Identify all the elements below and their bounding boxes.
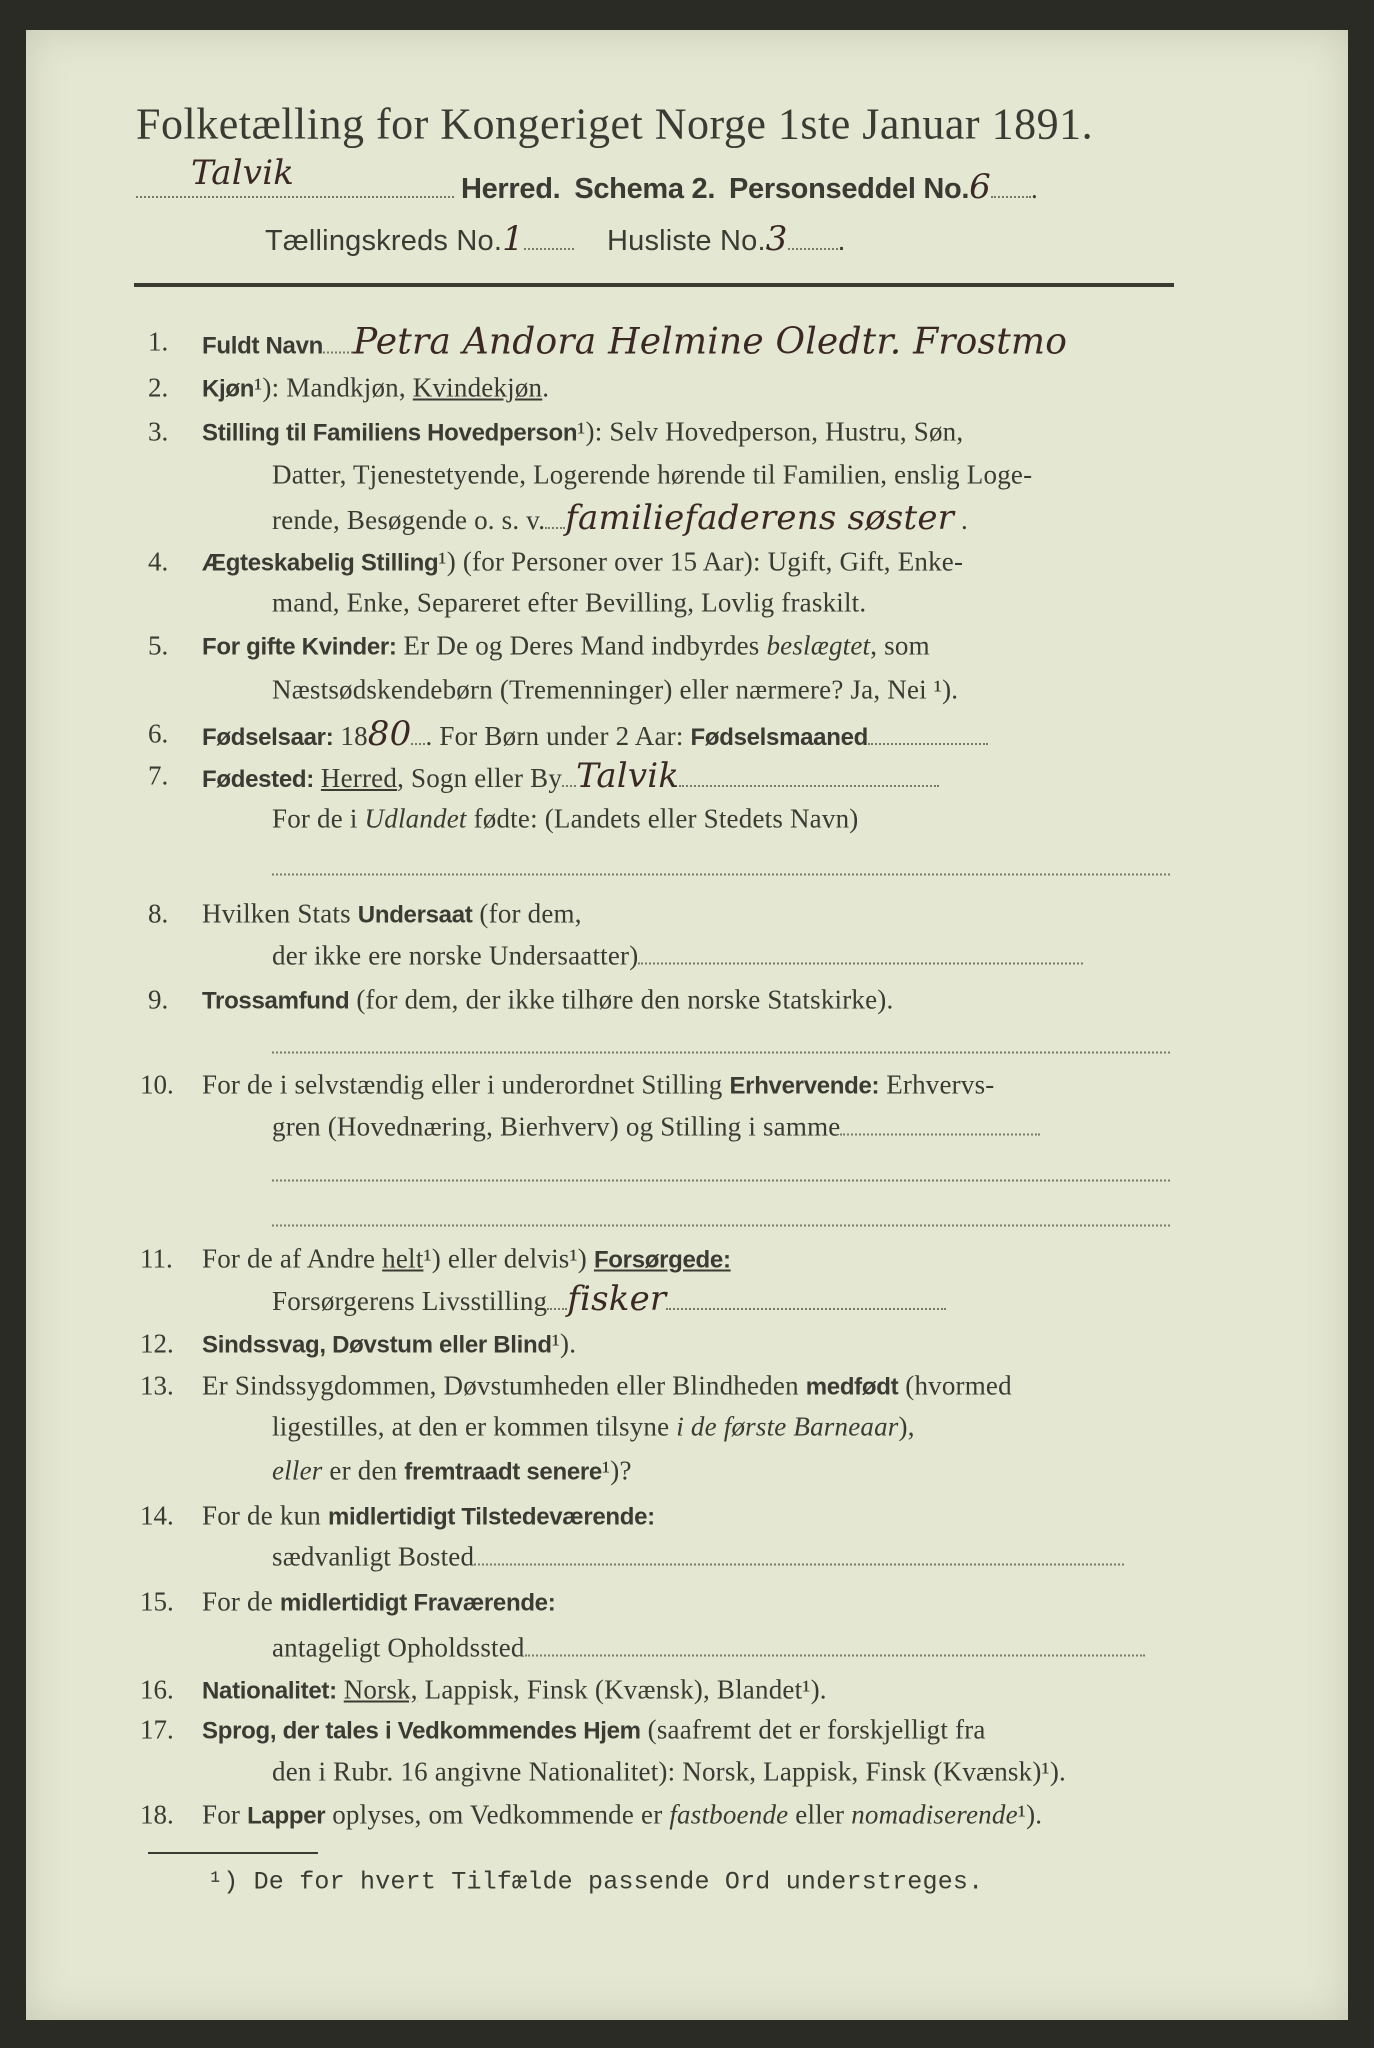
item-label: Nationalitet: bbox=[202, 1677, 337, 1705]
herred-line: Talvik Herred. Schema 2. Personseddel No.6 . bbox=[136, 167, 1038, 207]
item-label: Sprog, der tales i Vedkommendes Hjem bbox=[202, 1717, 641, 1745]
item-number: 3. bbox=[148, 416, 169, 447]
kreds-label: Tællingskreds No. bbox=[265, 225, 503, 257]
item-label: fremtraadt senere bbox=[404, 1458, 602, 1486]
item-birth-year: Fødselsaar: 1880 . For Børn under 2 Aar: Fødselsmaaned bbox=[202, 714, 988, 754]
herred-label: Herred. bbox=[460, 173, 561, 205]
answer-family-position: familiefaderens søster bbox=[565, 498, 955, 538]
item-label: Kjøn bbox=[202, 375, 255, 403]
item-number: 8. bbox=[148, 898, 169, 929]
text: Er De og Deres Mand indbyrdes bbox=[396, 630, 767, 661]
item-label: midlertidigt Tilstedeværende: bbox=[327, 1503, 655, 1531]
text: ¹) (for Personer over 15 Aar): Ugift, Gift, Enke- bbox=[438, 546, 964, 577]
item-label: Forsørgede: bbox=[593, 1246, 731, 1274]
item-label: Sindssvag, Døvstum eller Blind bbox=[202, 1331, 552, 1359]
item-label: Undersaat bbox=[357, 901, 473, 929]
item-label: Fødested: bbox=[202, 766, 314, 793]
item-number: 15. bbox=[140, 1586, 174, 1617]
schema-label: Schema 2. bbox=[574, 173, 716, 205]
item-number: 4. bbox=[148, 546, 169, 577]
kreds-line: Tællingskreds No.1 Husliste No.3 . bbox=[265, 219, 846, 259]
blank-line bbox=[272, 1030, 1170, 1061]
item-label: midlertidigt Fraværende: bbox=[279, 1589, 556, 1617]
item-citizenship: Hvilken Stats Undersaat (for dem, bbox=[202, 898, 582, 929]
item-marital-status bbox=[202, 547, 963, 578]
herred-value: Talvik bbox=[191, 153, 295, 193]
text: gren (Hovednæring, Bierhverv) og Stilling i samme bbox=[272, 1112, 1040, 1143]
item-label: Ægteskabelig Stilling bbox=[202, 549, 439, 577]
item-nationality: Nationalitet: Norsk, Lappisk, Finsk (Kvænsk), Blandet¹). bbox=[202, 1674, 827, 1705]
item-married-women bbox=[202, 631, 930, 662]
item-number: 1. bbox=[148, 326, 169, 357]
item-congenital: Er Sindssygdommen, Døvstumheden eller Blindheden medfødt (hvormed bbox=[202, 1370, 1012, 1401]
selected-option: helt bbox=[382, 1243, 424, 1274]
kreds-value: 1 bbox=[502, 219, 524, 259]
answer-birthplace: Talvik bbox=[576, 756, 680, 796]
footnote-rule bbox=[148, 1852, 318, 1854]
text: For de i Udlandet fødte: (Landets eller Stedets Navn) bbox=[272, 803, 859, 834]
selected-option: Herred bbox=[320, 763, 398, 793]
blank-line bbox=[272, 852, 1170, 883]
text: mand, Enke, Separeret efter Bevilling, Lovlig fraskilt. bbox=[272, 587, 867, 618]
item-number: 16. bbox=[140, 1674, 174, 1705]
blank-line bbox=[272, 1203, 1170, 1234]
item-religion: Trossamfund (for dem, der ikke tilhøre den norske Statskirke). bbox=[202, 984, 894, 1015]
text: , som bbox=[870, 630, 930, 661]
item-temporary-absent: For de midlertidigt Fraværende: bbox=[202, 1586, 556, 1617]
text: , Sogn eller By bbox=[397, 763, 563, 793]
item-language: Sprog, der tales i Vedkommendes Hjem (saafremt det er forskjelligt fra bbox=[202, 1714, 986, 1745]
item-number: 10. bbox=[140, 1069, 174, 1100]
text: eller er den fremtraadt senere¹)? bbox=[272, 1455, 632, 1486]
item-full-name bbox=[202, 322, 1067, 363]
text: beslægtet bbox=[766, 630, 871, 661]
item-label: For gifte Kvinder: bbox=[202, 633, 397, 661]
text: Forsørgerens Livsstilling fisker bbox=[272, 1279, 946, 1319]
text: sædvanligt Bosted bbox=[272, 1542, 1124, 1573]
item-temporary-present: For de kun midlertidigt Tilstedeværende: bbox=[202, 1500, 655, 1531]
item-number: 7. bbox=[148, 760, 169, 791]
text: ligestilles, at den er kommen tilsyne i de første Barneaar), bbox=[272, 1411, 915, 1442]
selected-option: Kvindekjøn bbox=[412, 372, 543, 403]
item-supported: For de af Andre helt¹) eller delvis¹) Forsørgede: bbox=[202, 1243, 731, 1274]
item-label: Fødselsaar: bbox=[202, 724, 334, 751]
text: ¹): Selv Hovedperson, Hustru, Søn, bbox=[577, 416, 964, 447]
text: den i Rubr. 16 angivne Nationalitet): Norsk, Lappisk, Finsk (Kvænsk)¹). bbox=[272, 1756, 1066, 1787]
item-number: 13. bbox=[140, 1370, 174, 1401]
header-rule bbox=[134, 283, 1174, 287]
footnote: ¹) De for hvert Tilfælde passende Ord understreges. bbox=[208, 1867, 984, 1897]
text: . bbox=[542, 372, 550, 403]
item-number: 9. bbox=[148, 984, 169, 1015]
item-label: Stilling til Familiens Hovedperson bbox=[202, 419, 578, 447]
text: Næstsødskendebørn (Tremenninger) eller nærmere? Ja, Nei ¹). bbox=[272, 674, 959, 705]
text: der ikke ere norske Undersaatter) bbox=[272, 941, 1083, 972]
item-number: 11. bbox=[140, 1243, 173, 1274]
item-lapps: For Lapper oplyses, om Vedkommende er fastboende eller nomadiserende¹). bbox=[202, 1799, 1043, 1830]
item-occupation: For de i selvstændig eller i underordnet Stilling Erhvervende: Erhvervs- bbox=[202, 1069, 995, 1100]
personseddel-value: 6 bbox=[969, 167, 992, 207]
text: rende, Besøgende o. s. v. bbox=[272, 505, 546, 535]
form-title: Folketælling for Kongeriget Norge 1ste Januar 1891. bbox=[136, 99, 1094, 149]
item-number: 14. bbox=[140, 1500, 174, 1531]
item-number: 17. bbox=[140, 1714, 174, 1745]
blank-line bbox=[272, 1158, 1170, 1189]
item-number: 6. bbox=[148, 718, 169, 749]
text: Datter, Tjenestetyende, Logerende hørende til Familien, enslig Loge- bbox=[272, 459, 1033, 490]
husliste-value: 3 bbox=[765, 219, 788, 259]
item-family-position bbox=[202, 417, 963, 448]
item-number: 2. bbox=[148, 372, 169, 403]
item-label: Erhvervende: bbox=[729, 1072, 880, 1100]
item-birthplace bbox=[202, 756, 939, 796]
item-number: 18. bbox=[140, 1799, 174, 1830]
item-number: 5. bbox=[148, 630, 169, 661]
personseddel-label: Personseddel No. bbox=[729, 173, 970, 205]
text: For Børn under 2 Aar: bbox=[432, 721, 691, 751]
selected-option: Norsk, bbox=[343, 1674, 418, 1705]
text: antageligt Opholdssted bbox=[272, 1633, 1145, 1664]
answer-provider-occupation: fisker bbox=[567, 1279, 667, 1319]
item-disability: Sindssvag, Døvstum eller Blind¹). bbox=[202, 1328, 577, 1359]
text: ¹): Mandkjøn, bbox=[254, 372, 413, 403]
item-label: Fødselsmaaned bbox=[690, 724, 868, 751]
item-label: Lapper bbox=[247, 1802, 326, 1830]
item-label: Trossamfund bbox=[202, 987, 350, 1015]
item-number: 12. bbox=[140, 1328, 174, 1359]
item-label: medfødt bbox=[805, 1373, 899, 1401]
answer-full-name: Petra Andora Helmine Oledtr. Frostmo bbox=[353, 321, 1068, 363]
text: rende, Besøgende o. s. v. familiefaderens søster . bbox=[272, 498, 969, 538]
answer-birth-year: 80 bbox=[367, 714, 412, 754]
text: 18 bbox=[333, 721, 368, 751]
item-label: Fuldt Navn bbox=[202, 332, 323, 360]
husliste-label: Husliste No. bbox=[606, 225, 766, 257]
item-sex bbox=[202, 373, 549, 404]
